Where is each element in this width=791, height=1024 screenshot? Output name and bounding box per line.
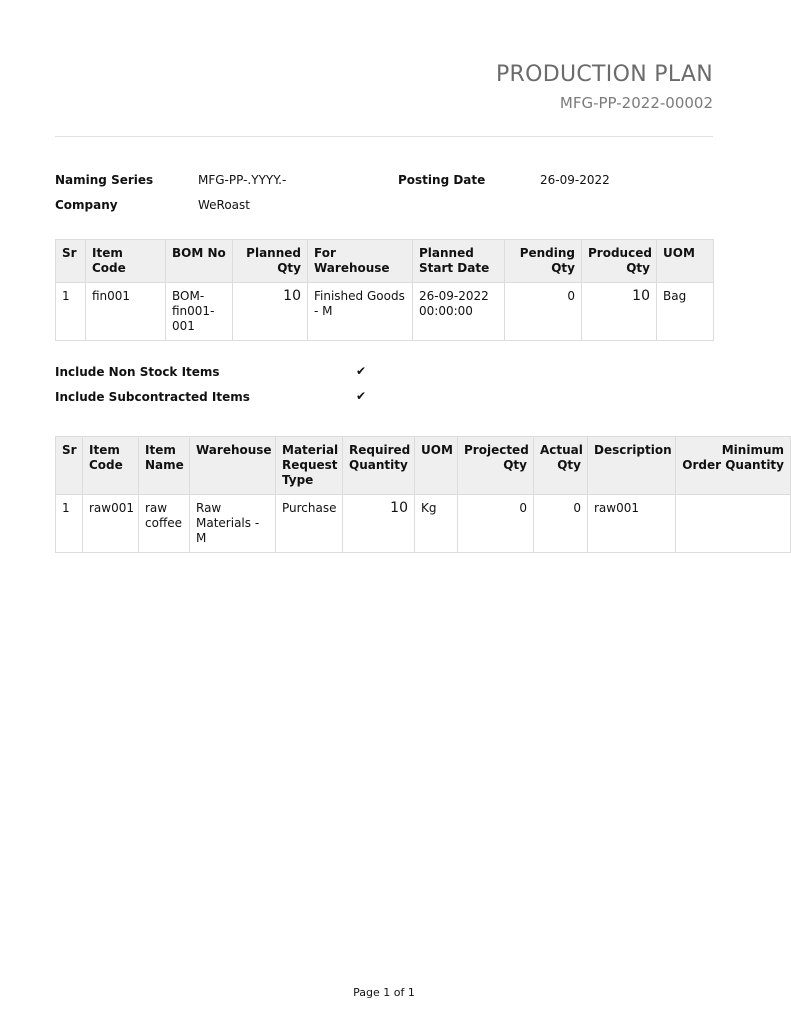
col-planned-start-date: Planned Start Date xyxy=(413,240,505,283)
header-divider xyxy=(55,136,713,137)
cell-required-quantity: 10 xyxy=(343,495,415,553)
check-icon: ✔ xyxy=(356,364,367,378)
cell-sr: 1 xyxy=(56,495,83,553)
document-number: MFG-PP-2022-00002 xyxy=(559,94,713,112)
col-description: Description xyxy=(588,437,676,495)
table-row xyxy=(56,495,791,553)
material-items-clip xyxy=(55,436,784,556)
col-for-warehouse: For Warehouse xyxy=(308,240,413,283)
col-bom-no: BOM No xyxy=(166,240,233,283)
cell-planned-start-date: 26-09-2022 00:00:00 xyxy=(413,283,505,341)
cell-produced-qty: 10 xyxy=(582,283,657,341)
cell-bom-no: BOM-fin001-001 xyxy=(166,283,233,341)
posting-date-value: 26-09-2022 xyxy=(540,173,610,187)
plan-items-table xyxy=(55,239,714,341)
document-header xyxy=(496,60,713,113)
col-min-order-qty: Minimum Order Quantity xyxy=(676,437,791,495)
naming-series-value: MFG-PP-.YYYY.- xyxy=(198,173,287,187)
col-material-request-type: Material Request Type xyxy=(276,437,343,495)
col-warehouse: Warehouse xyxy=(190,437,276,495)
naming-series-label: Naming Series xyxy=(55,173,154,187)
col-projected-qty: Projected Qty xyxy=(458,437,534,495)
col-item-name: Item Name xyxy=(139,437,190,495)
include-non-stock-label: Include Non Stock Items xyxy=(55,365,220,379)
cell-uom: Kg xyxy=(415,495,458,553)
col-sr: Sr xyxy=(56,437,83,495)
cell-material-request-type: Purchase xyxy=(276,495,343,553)
include-subcontracted-label: Include Subcontracted Items xyxy=(55,390,250,404)
cell-item-name: raw coffee xyxy=(139,495,190,553)
cell-actual-qty: 0 xyxy=(534,495,588,553)
cell-item-code: raw001 xyxy=(83,495,139,553)
posting-date-label: Posting Date xyxy=(398,173,486,187)
material-items-table xyxy=(55,436,791,553)
col-pending-qty: Pending Qty xyxy=(505,240,582,283)
col-uom: UOM xyxy=(657,240,714,283)
col-actual-qty: Actual Qty xyxy=(534,437,588,495)
col-produced-qty: Produced Qty xyxy=(582,240,657,283)
company-label: Company xyxy=(55,198,118,212)
cell-pending-qty: 0 xyxy=(505,283,582,341)
document-title: PRODUCTION PLAN xyxy=(495,62,713,87)
col-planned-qty: Planned Qty xyxy=(233,240,308,283)
page-number: Page 1 of 1 xyxy=(353,986,415,999)
cell-planned-qty: 10 xyxy=(233,283,308,341)
col-required-quantity: Required Quantity xyxy=(343,437,415,495)
col-uom: UOM xyxy=(415,437,458,495)
col-sr: Sr xyxy=(56,240,86,283)
table-row xyxy=(56,283,714,341)
company-value: WeRoast xyxy=(198,198,250,212)
cell-uom: Bag xyxy=(657,283,714,341)
cell-item-code: fin001 xyxy=(86,283,166,341)
cell-sr: 1 xyxy=(56,283,86,341)
col-item-code: Item Code xyxy=(83,437,139,495)
cell-min-order-qty xyxy=(676,495,791,553)
cell-for-warehouse: Finished Goods - M xyxy=(308,283,413,341)
material-items-header-row xyxy=(56,437,791,495)
cell-projected-qty: 0 xyxy=(458,495,534,553)
cell-warehouse: Raw Materials - M xyxy=(190,495,276,553)
cell-description: raw001 xyxy=(588,495,676,553)
check-icon: ✔ xyxy=(356,389,367,403)
col-item-code: Item Code xyxy=(86,240,166,283)
plan-items-header-row xyxy=(56,240,714,283)
